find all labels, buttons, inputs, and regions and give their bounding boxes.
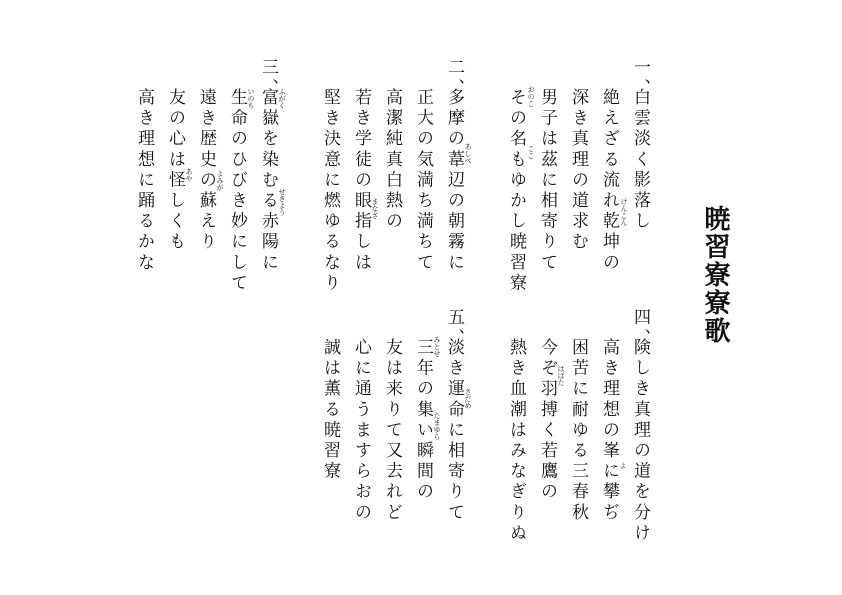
furigana: はばた — [557, 365, 565, 386]
verse-line: 堅き決意に燃ゆるなり — [320, 88, 340, 294]
verse-line: 遠き歴史の蘇えり — [196, 88, 216, 253]
verse-number: 一、 — [630, 58, 650, 100]
verse-number: 五、 — [444, 308, 464, 350]
verse-line: 白雲淡く影落し — [630, 88, 650, 233]
verse-line: 深き真理の道求む — [568, 88, 588, 253]
furigana: よ — [619, 462, 627, 469]
furigana: まなざ — [371, 198, 379, 219]
verse-number: 二、 — [444, 58, 464, 100]
furigana: よみが — [216, 170, 224, 191]
verse-line: 生命のひびき妙にして — [227, 88, 247, 294]
furigana: せきよう — [278, 188, 286, 216]
furigana: おのこ — [527, 86, 535, 107]
verse-line: 富嶽を染むる赤陽に — [258, 88, 278, 274]
verse-line: 今ぞ羽搏く若鷹の — [537, 338, 557, 503]
verse-line: 若き学徒の眼指しは — [351, 88, 371, 274]
furigana: みとせ — [433, 336, 441, 357]
verse-line: 険しき真理の道を分け — [630, 338, 650, 544]
verse-line: 多摩の葦辺の朝霧に — [444, 88, 464, 274]
verse-line: 男子は茲に相寄りて — [537, 88, 557, 274]
verse-line: 高潔純真白熱の — [382, 88, 402, 233]
verse-line: 熱き血潮はみなぎりぬ — [506, 338, 526, 544]
verse-line: 高き理想に踊るかな — [134, 88, 154, 274]
verse-line: 三年の集い瞬間の — [413, 338, 433, 503]
verse-line: 誠は薫る暁習寮 — [320, 338, 340, 483]
verse-number: 四、 — [630, 308, 650, 350]
verse-line: 淡き運命に相寄りて — [444, 338, 464, 524]
furigana: あしべ — [464, 143, 472, 164]
furigana: けんこん — [620, 198, 628, 226]
furigana: たまゆら — [433, 412, 441, 440]
verse-line: 心に通うますらおの — [351, 338, 371, 524]
verse-line: 高き理想の峯に攀ぢ — [599, 338, 619, 524]
furigana: さだめ — [464, 388, 472, 409]
verse-number: 三、 — [258, 58, 278, 100]
verse-line: 友は来りて又去れど — [382, 338, 402, 524]
verse-line: 友の心は怪しくも — [165, 88, 185, 253]
verse-line: その名もゆかし暁習寮 — [506, 88, 526, 294]
verse-line: 正大の気満ち満ちて — [413, 88, 433, 274]
verse-line: 困苦に耐ゆる三春秋 — [568, 338, 588, 524]
furigana: いのち — [247, 88, 255, 109]
furigana: ふがく — [278, 88, 286, 109]
song-title: 暁習寮寮歌 — [700, 205, 730, 345]
furigana: ここ — [527, 145, 535, 159]
verse-line: 絶えざる流れ乾坤の — [599, 88, 619, 274]
furigana: あや — [185, 168, 193, 182]
